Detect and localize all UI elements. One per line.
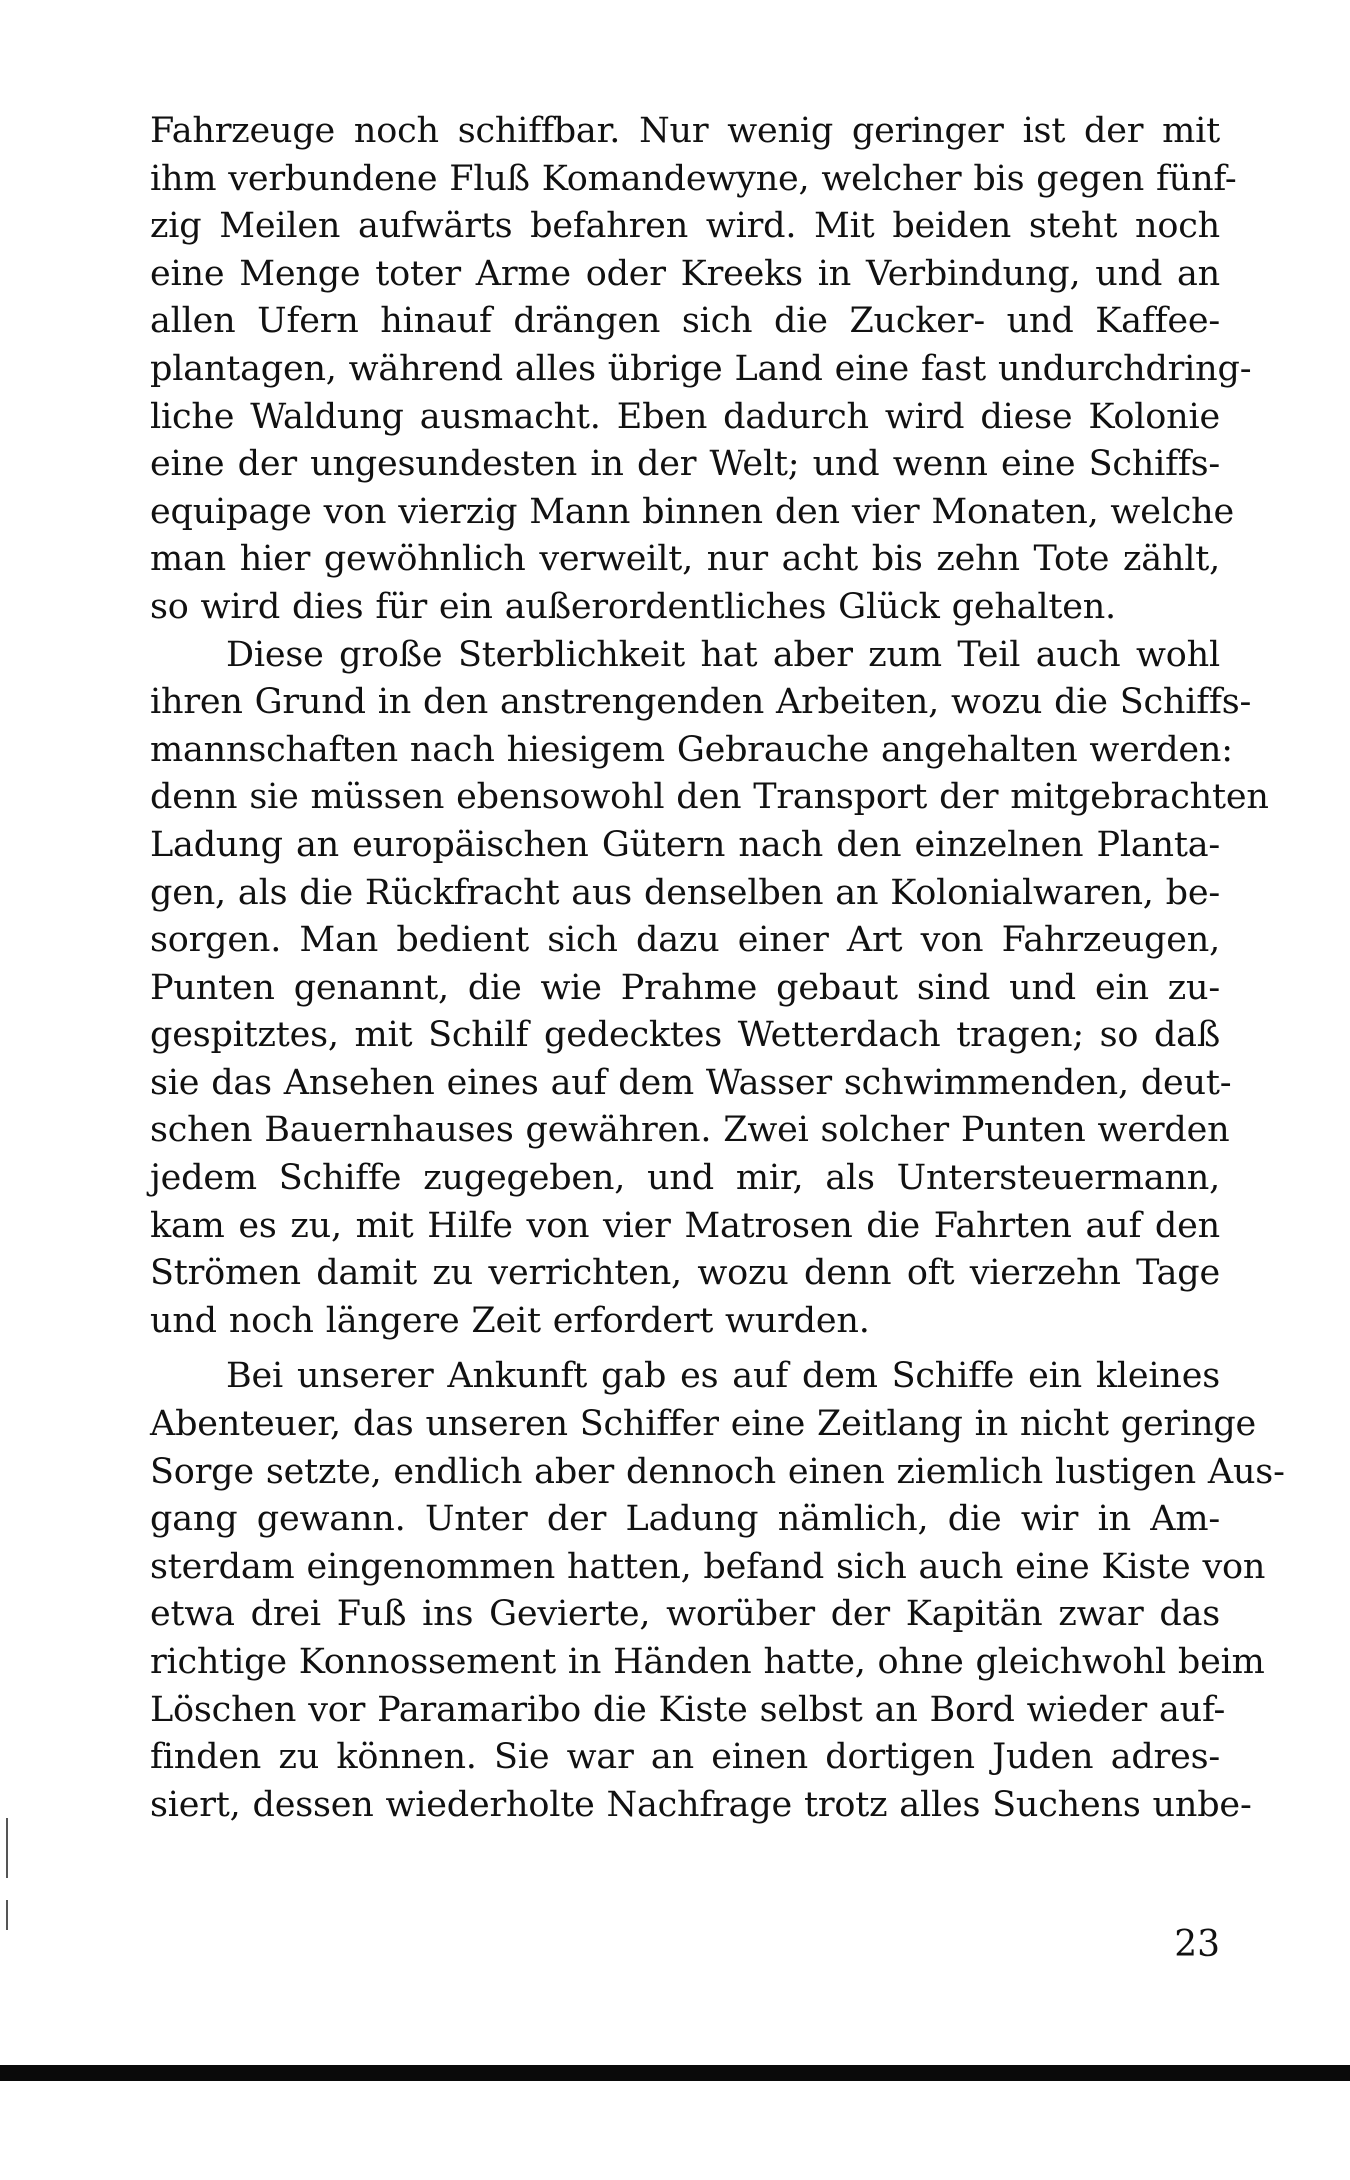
text-line: so wird dies für ein außerordentliches Glück gehalten. xyxy=(150,586,1116,627)
paragraph-1 xyxy=(150,108,1252,632)
text-line: equipage von vierzig Mann binnen den vier Monaten, welche xyxy=(150,491,1234,532)
text-line: mannschaften nach hiesigem Gebrauche angehalten werden: xyxy=(150,729,1233,770)
paragraph-2 xyxy=(150,632,1269,1346)
gutter-mark xyxy=(6,1900,8,1930)
text-line: siert, dessen wiederholte Nachfrage trotz alles Suchens unbe- xyxy=(150,1784,1252,1825)
text-line: zig Meilen aufwärts befahren wird. Mit beiden steht noch xyxy=(150,206,1220,247)
text-line: allen Ufern hinauf drängen sich die Zucker- und Kaffee- xyxy=(150,301,1220,342)
text-line: etwa drei Fuß ins Gevierte, worüber der Kapitän zwar das xyxy=(150,1594,1220,1635)
text-line: man hier gewöhnlich verweilt, nur acht bis zehn Tote zählt, xyxy=(150,539,1220,580)
text-line: finden zu können. Sie war an einen dortigen Juden adres- xyxy=(150,1737,1220,1778)
text-line: denn sie müssen ebensowohl den Transport der mitgebrachten xyxy=(150,777,1269,818)
paragraph-3 xyxy=(150,1353,1285,1829)
text-line: sterdam eingenommen hatten, befand sich auch eine Kiste von xyxy=(150,1546,1266,1587)
text-line: ihren Grund in den anstrengenden Arbeiten, wozu die Schiffs- xyxy=(150,682,1252,723)
page-number: 23 xyxy=(1174,1924,1220,1965)
text-line: Bei unserer Ankunft gab es auf dem Schiffe ein kleines xyxy=(226,1356,1220,1397)
text-line: plantagen, während alles übrige Land eine fast undurchdring- xyxy=(150,348,1252,389)
text-line: sie das Ansehen eines auf dem Wasser schwimmenden, deut- xyxy=(150,1062,1232,1103)
text-line: Strömen damit zu verrichten, wozu denn oft vierzehn Tage xyxy=(150,1253,1220,1294)
bottom-rule xyxy=(0,2065,1350,2081)
text-line: und noch längere Zeit erfordert wurden. xyxy=(150,1300,870,1341)
text-line: Ladung an europäischen Gütern nach den einzelnen Planta- xyxy=(150,824,1220,865)
text-line: eine Menge toter Arme oder Kreeks in Verbindung, und an xyxy=(150,253,1220,294)
gutter-mark xyxy=(6,1818,8,1878)
text-line: liche Waldung ausmacht. Eben dadurch wird diese Kolonie xyxy=(150,396,1220,437)
text-line: jedem Schiffe zugegeben, und mir, als Untersteuermann, xyxy=(150,1158,1220,1199)
text-line: Sorge setzte, endlich aber dennoch einen ziemlich lustigen Aus- xyxy=(150,1451,1285,1492)
text-line: Diese große Sterblichkeit hat aber zum Teil auch wohl xyxy=(226,634,1220,675)
text-line: gen, als die Rückfracht aus denselben an Kolonialwaren, be- xyxy=(150,872,1220,913)
paragraph-gap xyxy=(150,1345,1220,1353)
text-line: richtige Konnossement in Händen hatte, ohne gleichwohl beim xyxy=(150,1642,1265,1682)
text-line: schen Bauernhauses gewähren. Zwei solcher Punten werden xyxy=(150,1110,1230,1151)
text-line: eine der ungesundesten in der Welt; und wenn eine Schiffs- xyxy=(150,444,1220,485)
text-line: Punten genannt, die wie Prahme gebaut sind und ein zu- xyxy=(150,967,1220,1008)
text-line: Abenteuer, das unseren Schiffer eine Zeitlang in nicht geringe xyxy=(150,1404,1257,1445)
text-line: gang gewann. Unter der Ladung nämlich, die wir in Am- xyxy=(150,1499,1220,1540)
book-page-text xyxy=(150,108,1285,1829)
text-line: kam es zu, mit Hilfe von vier Matrosen die Fahrten auf den xyxy=(150,1205,1220,1246)
text-line: sorgen. Man bedient sich dazu einer Art von Fahrzeugen, xyxy=(150,920,1220,961)
text-line: Fahrzeuge noch schiffbar. Nur wenig geringer ist der mit xyxy=(150,111,1220,151)
text-line: ihm verbundene Fluß Komandewyne, welcher bis gegen fünf- xyxy=(150,158,1237,199)
text-line: Löschen vor Paramaribo die Kiste selbst an Bord wieder auf- xyxy=(150,1689,1226,1730)
text-line: gespitztes, mit Schilf gedecktes Wetterdach tragen; so daß xyxy=(150,1015,1220,1056)
